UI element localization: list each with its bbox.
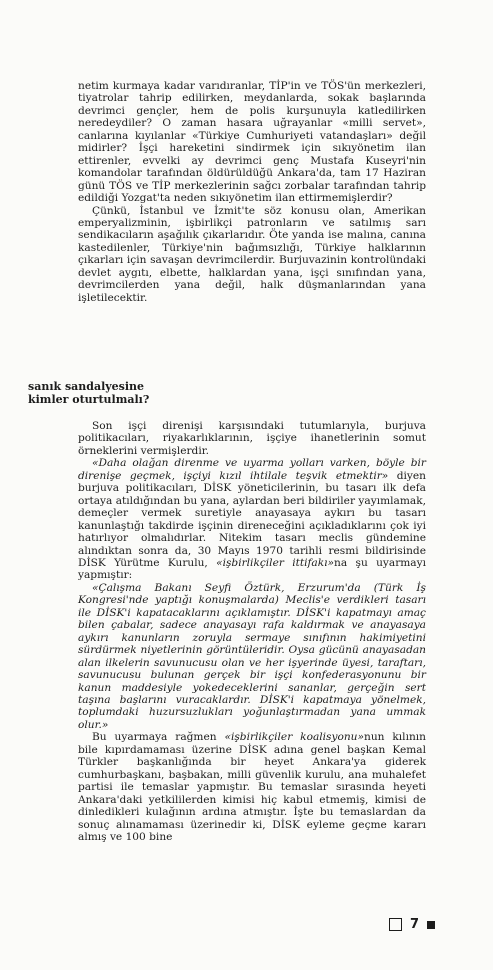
- paragraph: [78, 457, 426, 582]
- paragraph: [78, 731, 426, 843]
- quote: «işbirlikçiler ittifakı»: [216, 556, 335, 569]
- section-heading: [28, 381, 149, 406]
- paragraph-text: diyen burjuva politikacıları, DİSK yöneticilerinin, bu tasarı ilk defa ortaya atıldığından bu yana, aylardan beri bildiriler yayımlamak, demeçler vermek suretiyle anayasaya aykırı bu tasarı kanunlaştığı takdirde işçinin direneceğini açıkladıklarını çok iyi hatırlıyor olmalıdırlar. Nitekim tasarı meclis gündemine alındıktan sonra da, 30 Mayıs 1970 tarihli resmi bildirisinde DİSK Yürütme Kurulu,: [78, 469, 426, 569]
- quote: «işbirlikçiler koalisyonu»: [224, 731, 364, 744]
- paragraph: Çünkü, İstanbul ve İzmit'te söz konusu olan, Amerikan emperyalizminin, işbirlikçi patronların ve satılmış sarı sendikacıların aşağılık çıkarlarıdır. Öte yanda ise malına, canına kastedilenler, Türkiye'nin bağımsızlığı, Türkiye halklarının çıkarları için savaşan devrimcilerdir. Burjuvazinin kontrolündaki devlet aygıtı, elbette, halklardan yana, işçi sınıfından yana, devrimcilerden yana değil, halk düşmanlarından yana işletilecektir.: [78, 204, 426, 304]
- square-icon: [427, 921, 435, 929]
- block-quote: «Çalışma Bakanı Seyfi Öztürk, Erzurum'da (Türk İş Kongresi'nde yaptığı konuşmalarda) Meclis'e verdikleri tasarı ile DİSK'i kapatacaklarını açıklamıştır. DİSK'i kapatmayı amaç bilen çabalar, sadece anayasayı rafa kaldırmak ve anayasaya aykırı kanunların zoruyla sermaye sınıfının hakimiyetini sürdürmek niyetlerinin görüntüleridir. Oysa gücünü anayasadan alan ilkelerin savunucusu olan ve her işyerinde üyesi, taraftarı, savunucusu bulunan gerçek bir işçi konfederasyonunu bir kanun maddesiyle yokedeceklerini sananlar, gerçeğin sert taşına başlarını vuracaklardır. DİSK'i kapatmaya yönelmek, toplumdaki huzursuzlukları yoğunlaştırmadan yana ummak olur.»: [78, 581, 426, 731]
- quote: «Daha olağan direnme ve uyarma yolları varken, böyle bir direnişe geçmek, işçiyi kızıl ihtilale teşvik etmektir»: [78, 457, 426, 482]
- text-block-upper: [78, 80, 426, 304]
- page-footer: [389, 917, 435, 932]
- paragraph-text: Bu uyarmaya rağmen: [92, 731, 225, 744]
- paragraph-text: nun kılının bile kıpırdamaması üzerine DİSK adına genel başkan Kemal Türkler başkanlığında bir heyet Ankara'ya giderek cumhurbaşkanı, başbakan, milli güvenlik kurulu, ana muhalefet partisi ile temaslar yapmıştır. Bu temaslar sırasında heyeti Ankara'daki yetkililerden kimisi hiç kabul etmemiş, kimisi de dinledikleri kulağının ardına atmıştır. İşte bu temaslardan da sonuç alınamaması üzerinedir ki, DİSK eyleme geçme kararı almış ve 100 bine: [78, 731, 426, 843]
- paragraph: netim kurmaya kadar varıdıranlar, TİP'in ve TÖS'ün merkezleri, tiyatrolar tahrip edilirken, meydanlarda, sokak başlarında devrimci gençler, hem de polis kurşunuyla katledilirken neredeydiler? O zaman hasara uğrayanlar «milli servet», canlarına kıyılanlar «Türkiye Cumhuriyeti vatandaşları» değil midirler? İşçi hareketini sindirmek için sıkıyönetim ilan ettirenler, evvelki ay devrimci genç Mustafa Kuseyri'nin komandolar tarafından öldürüldüğü Ankara'da, tam 17 Haziran günü TÖS ve TİP merkezlerinin sağcı zorbalar tarafından tahrip edildiği Yozgat'ta neden sıkıyönetim ilan ettirmemişlerdir?: [78, 80, 426, 205]
- heading-line: kimler oturtulmalı?: [28, 392, 150, 406]
- page-number: 7: [409, 917, 419, 932]
- text-block-lower: [78, 420, 426, 843]
- heading-line: sanık sandalyesine: [28, 380, 145, 393]
- box-icon: [389, 918, 402, 931]
- paragraph: Son işçi direnişi karşısındaki tutumlarıyla, burjuva politikacıları, riyakarlıklarının, işçiye ihanetlerinin somut örneklerini vermişlerdir.: [78, 420, 426, 457]
- paragraph-text: na şu uyarmayı yapmıştır:: [78, 556, 426, 582]
